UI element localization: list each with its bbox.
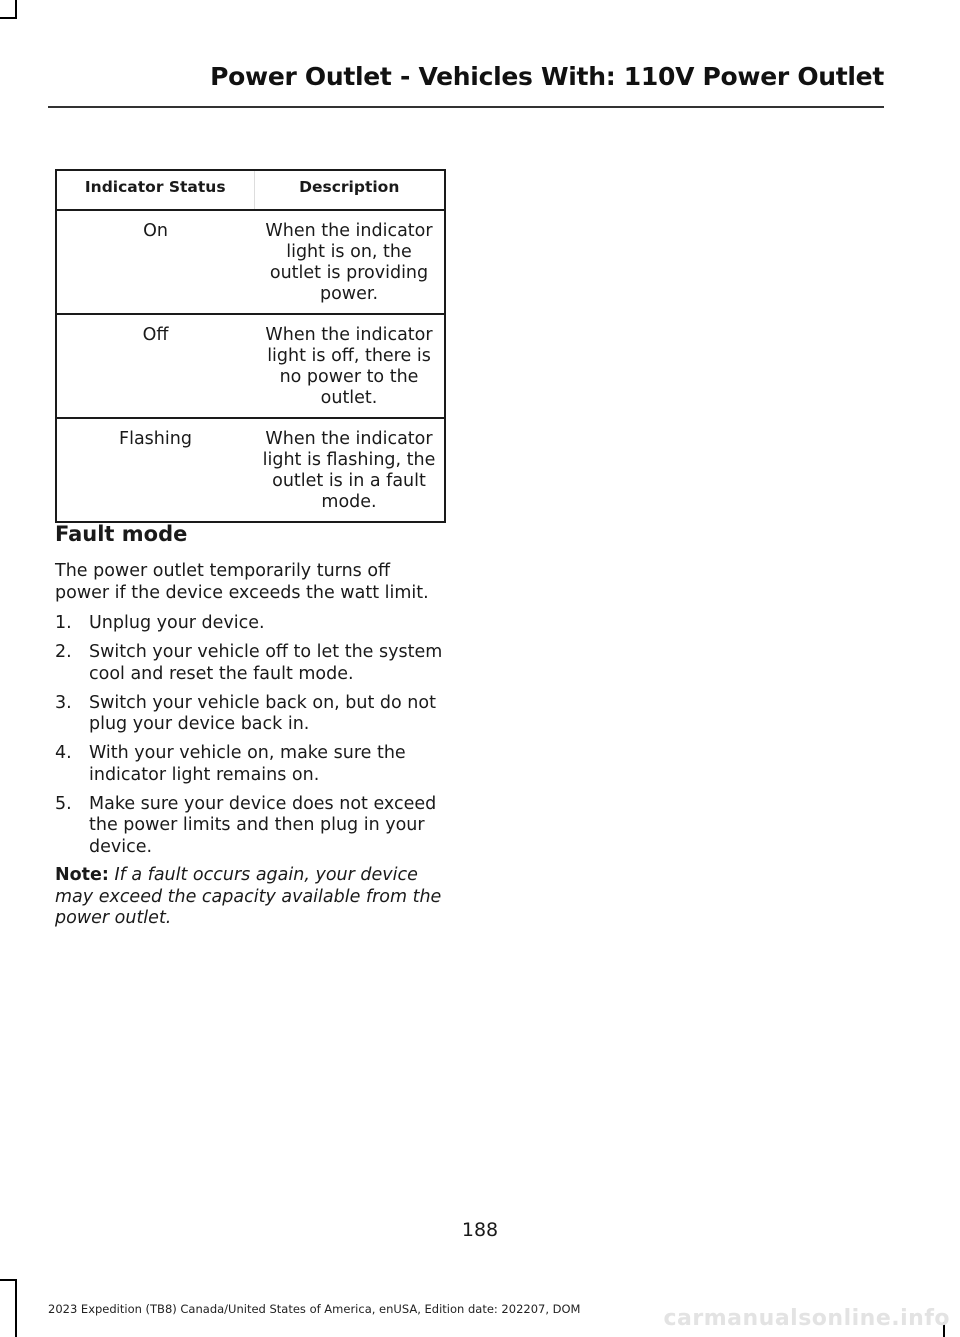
note-text: If a fault occurs again, your device may exceed the capacity available from the power outlet. [55, 865, 442, 928]
step-text: Switch your vehicle off to let the system cool and reset the fault mode. [89, 642, 443, 684]
status-cell: On [56, 210, 254, 314]
list-item [55, 613, 449, 635]
table-row [56, 418, 445, 522]
table-row [56, 210, 445, 314]
title-divider [48, 106, 884, 108]
step-text: Switch your vehicle back on, but do not plug your device back in. [89, 692, 436, 734]
description-text: When the indicator light is off, there is no power to the outlet. [265, 325, 433, 408]
step-text: Unplug your device. [89, 613, 265, 633]
step-number: 2. [55, 642, 72, 662]
description-cell [254, 418, 445, 522]
list-item [55, 794, 449, 859]
note-label: Note: [55, 865, 109, 885]
fault-mode-steps [55, 613, 449, 866]
page-number: 188 [461, 1219, 499, 1241]
table-row [56, 314, 445, 418]
indicator-status-table [55, 169, 446, 523]
fault-mode-heading: Fault mode [55, 522, 188, 546]
note-paragraph [55, 865, 449, 930]
list-item [55, 642, 449, 685]
page-title: Power Outlet - Vehicles With: 110V Power Outlet [210, 62, 884, 91]
list-item [55, 743, 449, 786]
step-number: 5. [55, 793, 72, 814]
description-cell [254, 314, 445, 418]
footer-edition-info: 2023 Expedition (TB8) Canada/United States of America, enUSA, Edition date: 202207, DOM [48, 1302, 581, 1316]
step-text: Make sure your device does not exceed the power limits and then plug in your device. [89, 793, 437, 857]
fault-mode-intro: The power outlet temporarily turns off power if the device exceeds the watt limit. [55, 561, 429, 603]
watermark: carmanualsonline.info [663, 1306, 950, 1331]
description-cell [254, 210, 445, 314]
description-text: When the indicator light is on, the outlet is providing power. [265, 221, 433, 304]
step-number: 4. [55, 743, 72, 763]
description-text: When the indicator light is flashing, the outlet is in a fault mode. [262, 429, 436, 512]
crop-mark-bottom-left-vertical [15, 1279, 17, 1337]
step-number: 3. [55, 692, 72, 713]
crop-mark-top-left-horizontal [0, 17, 17, 19]
step-text: With your vehicle on, make sure the indicator light remains on. [89, 743, 406, 785]
step-number: 1. [55, 613, 72, 633]
column-header-indicator-status: Indicator Status [56, 170, 254, 210]
column-header-description: Description [254, 170, 445, 210]
status-cell: Off [56, 314, 254, 418]
status-cell: Flashing [56, 418, 254, 522]
crop-mark-top-left-vertical [15, 0, 17, 18]
crop-mark-bottom-left-horizontal [0, 1279, 17, 1281]
table-header-row [56, 170, 445, 210]
list-item [55, 693, 449, 736]
